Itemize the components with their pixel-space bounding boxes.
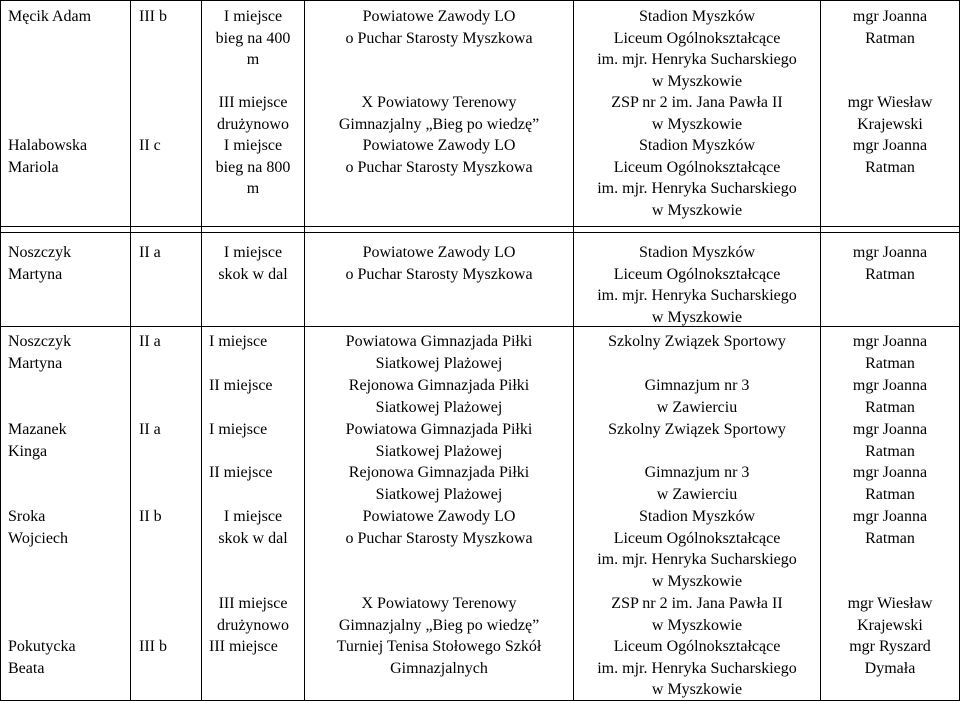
student-class [139, 419, 199, 441]
teacher-line: Ratman [865, 29, 915, 47]
student-name [8, 636, 128, 679]
organizer-line: Liceum Ogólnokształcące [613, 29, 781, 47]
organizer-line: w Myszkowie [651, 572, 743, 590]
teacher-line: Krajewski [857, 616, 923, 634]
organizer-line: Szkolny Związek Sportowy [608, 333, 786, 350]
organizer-cell [574, 419, 820, 441]
event-line: Turniej Tenisa Stołowego Szkół [336, 638, 542, 655]
student-name [8, 419, 128, 462]
student-class [139, 506, 199, 528]
event-line: Powiatowe Zawody LO [362, 8, 516, 25]
place-line: I miejsce [223, 137, 283, 154]
class-line: II a [139, 333, 161, 350]
teacher-cell [821, 506, 959, 549]
event-cell [305, 419, 573, 462]
student-class [139, 331, 199, 353]
teacher-line: mgr Ryszard [849, 638, 931, 655]
event-cell [305, 375, 573, 418]
teacher-line: mgr Joanna [852, 333, 928, 350]
event-cell [305, 636, 573, 679]
name-line: Noszczyk [8, 244, 72, 261]
place-cell [209, 331, 304, 353]
event-line: Gimnazjalnych [390, 659, 488, 677]
teacher-cell [821, 462, 959, 505]
event-line: Gimnazjalny „Bieg po wiedzę” [338, 616, 540, 634]
event-cell [305, 6, 573, 49]
column-divider [130, 0, 131, 701]
event-line: Siatkowej Plażowej [375, 485, 503, 503]
organizer-cell [574, 593, 820, 636]
organizer-cell [574, 6, 820, 92]
place-line: I miejsce [223, 8, 283, 25]
teacher-cell [821, 331, 959, 374]
organizer-line: Liceum Ogólnokształcące [613, 529, 781, 547]
place-line: III miejsce [218, 595, 288, 612]
organizer-cell [574, 135, 820, 221]
teacher-line: mgr Joanna [852, 508, 928, 525]
teacher-line: mgr Joanna [852, 8, 928, 25]
class-line: II a [139, 421, 161, 438]
teacher-line: mgr Joanna [852, 377, 928, 394]
name-line: Męcik Adam [8, 8, 92, 25]
teacher-line: mgr Wiesław [847, 94, 933, 111]
organizer-line: w Zawierciu [656, 398, 738, 416]
student-class [139, 135, 199, 157]
organizer-line: im. mjr. Henryka Sucharskiego [597, 287, 797, 304]
organizer-cell [574, 636, 820, 701]
student-name [8, 331, 128, 374]
teacher-cell [821, 419, 959, 462]
place-line: skok w dal [218, 265, 288, 283]
event-cell [305, 506, 573, 549]
student-class [139, 636, 199, 658]
event-line: Siatkowej Plażowej [375, 398, 503, 416]
teacher-cell [821, 593, 959, 636]
event-line: o Puchar Starosty Myszkowa [345, 29, 533, 47]
organizer-line: w Myszkowie [651, 115, 743, 133]
section-break [0, 226, 960, 227]
place-line: drużynowo [217, 616, 289, 634]
organizer-line: Stadion Myszków [639, 244, 755, 261]
organizer-line: Stadion Myszków [639, 508, 755, 525]
event-line: Powiatowe Zawody LO [362, 137, 516, 154]
organizer-line: w Myszkowie [651, 616, 743, 634]
place-cell [202, 593, 304, 636]
name-line: Wojciech [8, 529, 69, 547]
teacher-cell [821, 92, 959, 135]
place-line: m [246, 180, 260, 197]
place-line: III miejsce [218, 94, 288, 111]
class-line: II c [139, 137, 161, 154]
class-line: II b [139, 508, 162, 525]
organizer-line: im. mjr. Henryka Sucharskiego [597, 551, 797, 568]
event-line: Powiatowa Gimnazjada Piłki [345, 333, 533, 350]
organizer-line: Gimnazjum nr 3 [644, 377, 750, 394]
place-cell [202, 135, 304, 200]
event-cell [305, 462, 573, 505]
teacher-line: mgr Joanna [852, 244, 928, 261]
place-line: II miejsce [209, 464, 273, 481]
organizer-cell [574, 375, 820, 418]
place-cell [202, 92, 304, 135]
student-name [8, 242, 128, 285]
event-line: o Puchar Starosty Myszkowa [345, 265, 533, 283]
event-cell [305, 593, 573, 636]
teacher-line: Ratman [865, 158, 915, 176]
organizer-cell [574, 506, 820, 592]
teacher-line: Ratman [865, 485, 915, 503]
event-line: X Powiatowy Terenowy [361, 595, 517, 612]
name-line: Pokutycka [8, 638, 76, 655]
organizer-cell [574, 331, 820, 353]
teacher-cell [821, 636, 959, 679]
place-line: bieg na 800 [215, 158, 291, 176]
organizer-line: Stadion Myszków [639, 8, 755, 25]
event-line: Siatkowej Plażowej [375, 442, 503, 460]
student-name [8, 135, 128, 178]
event-cell [305, 242, 573, 285]
place-line: I miejsce [223, 244, 283, 261]
place-line: bieg na 400 [215, 29, 291, 47]
organizer-line: im. mjr. Henryka Sucharskiego [597, 51, 797, 68]
table-border-left [0, 0, 1, 701]
organizer-line: Gimnazjum nr 3 [644, 464, 750, 481]
organizer-line: im. mjr. Henryka Sucharskiego [597, 180, 797, 197]
place-line: drużynowo [217, 115, 289, 133]
teacher-cell [821, 375, 959, 418]
event-cell [305, 92, 573, 135]
teacher-line: mgr Joanna [852, 137, 928, 154]
organizer-line: Liceum Ogólnokształcące [613, 265, 781, 283]
event-cell [305, 135, 573, 178]
event-line: Siatkowej Plażowej [375, 354, 503, 372]
organizer-cell [574, 462, 820, 505]
organizer-cell [574, 242, 820, 328]
place-cell [202, 506, 304, 549]
event-line: X Powiatowy Terenowy [361, 94, 517, 111]
student-class [139, 242, 199, 264]
teacher-line: Krajewski [857, 115, 923, 133]
place-line: I miejsce [223, 508, 283, 525]
class-line: II a [139, 244, 161, 261]
name-line: Martyna [8, 265, 63, 283]
table-border-top [0, 0, 960, 1]
place-cell [209, 636, 304, 658]
teacher-line: mgr Wiesław [847, 595, 933, 612]
organizer-line: ZSP nr 2 im. Jana Pawła II [611, 94, 783, 111]
organizer-cell [574, 92, 820, 135]
teacher-line: mgr Joanna [852, 421, 928, 438]
name-line: Sroka [8, 508, 46, 525]
place-cell [202, 6, 304, 71]
organizer-line: w Myszkowie [651, 201, 743, 219]
event-line: Rejonowa Gimnazjada Piłki [348, 377, 530, 394]
name-line: Martyna [8, 354, 63, 372]
place-line: I miejsce [209, 421, 268, 438]
place-line: III miejsce [209, 638, 278, 655]
name-line: Beata [8, 659, 45, 677]
teacher-line: mgr Joanna [852, 464, 928, 481]
name-line: Halabowska [8, 137, 88, 154]
teacher-line: Ratman [865, 354, 915, 372]
organizer-line: Stadion Myszków [639, 137, 755, 154]
place-cell [209, 419, 304, 441]
teacher-line: Ratman [865, 442, 915, 460]
name-line: Noszczyk [8, 333, 72, 350]
name-line: Mazanek [8, 421, 67, 438]
teacher-line: Ratman [865, 529, 915, 547]
event-line: Gimnazjalny „Bieg po wiedzę” [338, 115, 540, 133]
place-line: I miejsce [209, 333, 268, 350]
organizer-line: im. mjr. Henryka Sucharskiego [597, 659, 797, 677]
organizer-line: w Myszkowie [651, 72, 743, 90]
student-class [139, 6, 199, 28]
organizer-line: w Myszkowie [651, 308, 743, 326]
organizer-line: Liceum Ogólnokształcące [613, 638, 781, 655]
event-line: o Puchar Starosty Myszkowa [345, 529, 533, 547]
teacher-line: Dymała [864, 659, 916, 677]
student-name [8, 506, 128, 549]
event-line: Powiatowe Zawody LO [362, 508, 516, 525]
class-line: III b [139, 8, 167, 25]
place-line: skok w dal [218, 529, 288, 547]
teacher-cell [821, 135, 959, 178]
place-line: m [246, 51, 260, 68]
place-cell [209, 462, 304, 484]
organizer-line: ZSP nr 2 im. Jana Pawła II [611, 595, 783, 612]
teacher-line: Ratman [865, 265, 915, 283]
name-line: Kinga [8, 442, 48, 460]
section-break [0, 232, 960, 233]
organizer-line: w Myszkowie [651, 681, 743, 698]
event-line: Rejonowa Gimnazjada Piłki [348, 464, 530, 481]
event-line: o Puchar Starosty Myszkowa [345, 158, 533, 176]
event-line: Powiatowa Gimnazjada Piłki [345, 421, 533, 438]
place-cell [209, 375, 304, 397]
teacher-cell [821, 242, 959, 285]
organizer-line: Szkolny Związek Sportowy [608, 421, 786, 438]
organizer-line: Liceum Ogólnokształcące [613, 158, 781, 176]
place-cell [202, 242, 304, 285]
student-name [8, 6, 128, 28]
teacher-line: Ratman [865, 398, 915, 416]
event-cell [305, 331, 573, 374]
event-line: Powiatowe Zawody LO [362, 244, 516, 261]
place-line: II miejsce [209, 377, 273, 394]
teacher-cell [821, 6, 959, 49]
class-line: III b [139, 638, 167, 655]
organizer-line: w Zawierciu [656, 485, 738, 503]
name-line: Mariola [8, 158, 59, 176]
